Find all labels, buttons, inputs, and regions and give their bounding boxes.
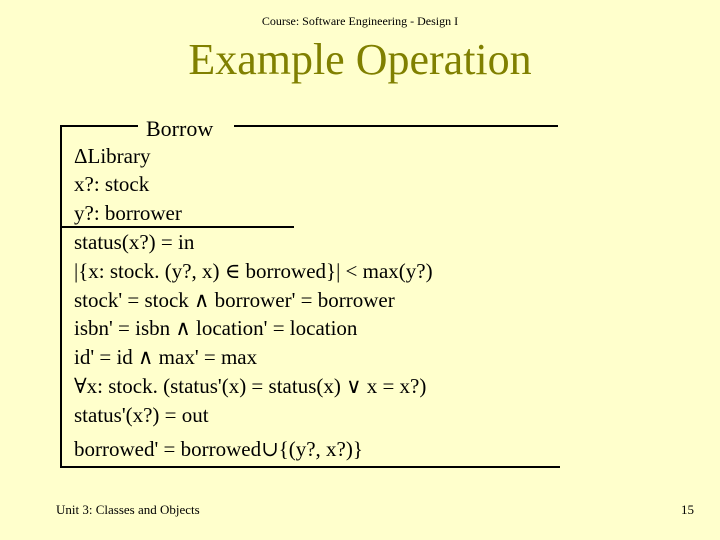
predicate-isbn-location-unchanged: isbn' = isbn ∧ location' = location — [74, 316, 358, 340]
schema-left-border — [60, 125, 62, 468]
declaration-input-borrower: y?: borrower — [74, 201, 182, 225]
course-label: Course: Software Engineering - Design I — [261, 14, 459, 28]
schema-top-left-line — [60, 125, 138, 127]
predicate-stock-borrower-unchanged: stock' = stock ∧ borrower' = borrower — [74, 288, 395, 312]
page-number: 15 — [681, 502, 694, 517]
predicate-status-out: status'(x?) = out — [74, 403, 209, 427]
predicate-status-in: status(x?) = in — [74, 230, 195, 254]
predicate-borrow-limit: |{x: stock. (y?, x) ∈ borrowed}| < max(y?) — [74, 259, 433, 283]
schema-name: Borrow — [146, 116, 214, 141]
schema-top-right-line — [234, 125, 558, 127]
schema-bottom-line — [60, 466, 560, 468]
schema-divider — [60, 226, 294, 228]
predicate-borrowed-update: borrowed' = borrowed∪{(y?, x?)} — [74, 437, 363, 461]
predicate-status-frame: ∀x: stock. (status'(x) = status(x) ∨ x = x?) — [74, 374, 427, 398]
declaration-input-stock: x?: stock — [74, 172, 150, 196]
predicate-id-max-unchanged: id' = id ∧ max' = max — [74, 345, 258, 369]
declaration-delta-library: ΔLibrary — [74, 144, 151, 168]
slide-title: Example Operation — [188, 35, 532, 84]
footer-unit: Unit 3: Classes and Objects — [56, 502, 200, 517]
